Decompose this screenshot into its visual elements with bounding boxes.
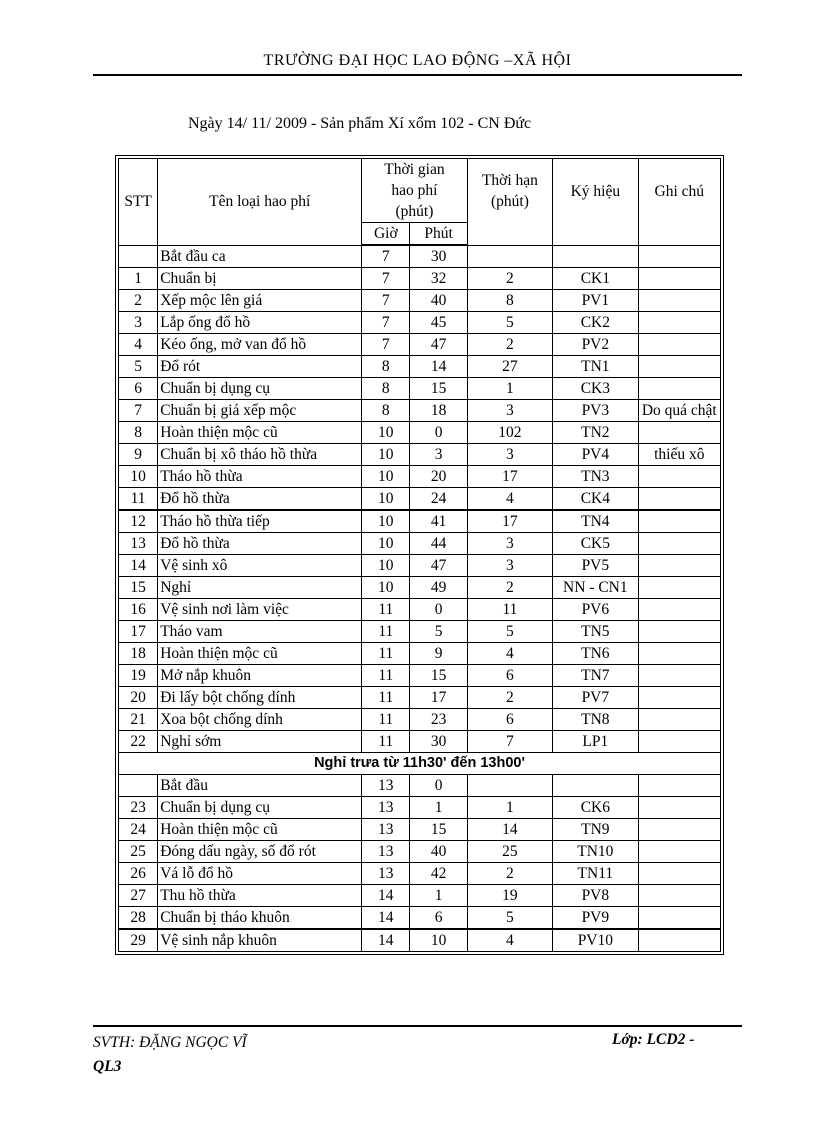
cell-minute: 3 — [410, 444, 467, 466]
cell-code: CK3 — [553, 378, 638, 400]
cell-name: Đóng dấu ngày, số đổ rót — [158, 841, 362, 863]
table-row — [119, 599, 721, 621]
cell-code: PV10 — [553, 929, 638, 952]
cell-duration: 27 — [467, 356, 552, 378]
cell-note — [638, 245, 720, 268]
page-header-title: TRƯỜNG ĐẠI HỌC LAO ĐỘNG –XÃ HỘI — [263, 52, 572, 69]
cell-name: Bắt đầu ca — [158, 245, 362, 268]
cell-name: Lắp ống đổ hồ — [158, 312, 362, 334]
footer-student-class-code: QL3 — [93, 1058, 122, 1075]
cell-hour: 10 — [362, 510, 410, 533]
cell-minute: 18 — [410, 400, 467, 422]
cell-hour: 10 — [362, 466, 410, 488]
cell-name: Xoa bột chống dính — [158, 709, 362, 731]
cell-duration: 17 — [467, 466, 552, 488]
cell-hour: 11 — [362, 687, 410, 709]
cell-code: PV7 — [553, 687, 638, 709]
table-row — [119, 555, 721, 577]
table-row — [119, 665, 721, 687]
cell-hour: 13 — [362, 819, 410, 841]
time-study-table-frame — [115, 155, 724, 955]
cell-minute: 1 — [410, 797, 467, 819]
cell-hour: 10 — [362, 533, 410, 555]
cell-minute: 47 — [410, 334, 467, 356]
cell-minute: 10 — [410, 929, 467, 952]
cell-hour: 10 — [362, 555, 410, 577]
cell-minute: 5 — [410, 621, 467, 643]
cell-stt: 15 — [119, 577, 158, 599]
cell-note — [638, 643, 720, 665]
cell-code: TN10 — [553, 841, 638, 863]
cell-code: CK4 — [553, 488, 638, 511]
cell-code: TN3 — [553, 466, 638, 488]
cell-hour: 10 — [362, 422, 410, 444]
cell-hour: 11 — [362, 731, 410, 753]
lunch-break-row — [119, 753, 721, 775]
cell-minute: 40 — [410, 841, 467, 863]
cell-minute: 15 — [410, 378, 467, 400]
cell-name: Vệ sinh nắp khuôn — [158, 929, 362, 952]
cell-hour: 8 — [362, 356, 410, 378]
cell-note — [638, 555, 720, 577]
cell-duration: 102 — [467, 422, 552, 444]
cell-stt: 9 — [119, 444, 158, 466]
cell-note — [638, 687, 720, 709]
cell-name: Chuẩn bị dụng cụ — [158, 378, 362, 400]
header-time-line3: (phút) — [395, 203, 434, 220]
table-row — [119, 643, 721, 665]
cell-hour: 11 — [362, 643, 410, 665]
header-minute: Phút — [410, 223, 467, 246]
cell-code: TN4 — [553, 510, 638, 533]
cell-note — [638, 885, 720, 907]
cell-duration: 25 — [467, 841, 552, 863]
cell-code: TN11 — [553, 863, 638, 885]
cell-hour: 14 — [362, 907, 410, 930]
table-row — [119, 378, 721, 400]
cell-hour: 7 — [362, 334, 410, 356]
cell-duration: 2 — [467, 863, 552, 885]
cell-minute: 0 — [410, 775, 467, 797]
cell-minute: 42 — [410, 863, 467, 885]
cell-duration: 2 — [467, 268, 552, 290]
cell-note — [638, 731, 720, 753]
cell-stt: 22 — [119, 731, 158, 753]
cell-hour: 7 — [362, 245, 410, 268]
cell-stt: 8 — [119, 422, 158, 444]
cell-duration: 3 — [467, 400, 552, 422]
cell-note — [638, 929, 720, 952]
cell-code: CK2 — [553, 312, 638, 334]
cell-minute: 0 — [410, 422, 467, 444]
cell-duration: 6 — [467, 665, 552, 687]
cell-hour: 11 — [362, 665, 410, 687]
table-row — [119, 356, 721, 378]
cell-code: NN - CN1 — [553, 577, 638, 599]
cell-name: Tháo hồ thừa tiếp — [158, 510, 362, 533]
cell-hour: 13 — [362, 775, 410, 797]
cell-code: PV1 — [553, 290, 638, 312]
cell-stt: 12 — [119, 510, 158, 533]
cell-name: Bắt đầu — [158, 775, 362, 797]
header-time-line1: Thời gian — [384, 161, 445, 178]
cell-note — [638, 488, 720, 511]
cell-stt: 7 — [119, 400, 158, 422]
cell-code: LP1 — [553, 731, 638, 753]
cell-note — [638, 422, 720, 444]
cell-hour: 13 — [362, 841, 410, 863]
table-row — [119, 731, 721, 753]
cell-stt: 19 — [119, 665, 158, 687]
cell-name: Chuẩn bị — [158, 268, 362, 290]
cell-minute: 32 — [410, 268, 467, 290]
cell-stt: 16 — [119, 599, 158, 621]
table-row — [119, 841, 721, 863]
cell-note — [638, 775, 720, 797]
cell-stt: 5 — [119, 356, 158, 378]
cell-duration: 17 — [467, 510, 552, 533]
cell-name: Chuẩn bị tháo khuôn — [158, 907, 362, 930]
cell-hour: 7 — [362, 290, 410, 312]
cell-code: CK6 — [553, 797, 638, 819]
cell-name: Tháo vam — [158, 621, 362, 643]
cell-name: Mở nắp khuôn — [158, 665, 362, 687]
header-note-label: Ghi chú — [654, 182, 705, 200]
cell-note — [638, 819, 720, 841]
header-time-line2: hao phí — [391, 182, 438, 199]
cell-hour: 8 — [362, 378, 410, 400]
cell-stt: 24 — [119, 819, 158, 841]
cell-stt: 20 — [119, 687, 158, 709]
cell-name: Đổ hồ thừa — [158, 488, 362, 511]
cell-note — [638, 510, 720, 533]
cell-duration: 1 — [467, 797, 552, 819]
cell-code: TN9 — [553, 819, 638, 841]
header-time — [362, 159, 468, 223]
header-code-label: Ký hiệu — [570, 182, 621, 200]
cell-note — [638, 356, 720, 378]
table-row — [119, 510, 721, 533]
cell-stt: 2 — [119, 290, 158, 312]
cell-duration: 3 — [467, 533, 552, 555]
table-row — [119, 488, 721, 511]
cell-code: TN8 — [553, 709, 638, 731]
cell-code: TN5 — [553, 621, 638, 643]
table-row — [119, 334, 721, 356]
cell-stt: 13 — [119, 533, 158, 555]
table-row — [119, 885, 721, 907]
cell-name: Hoàn thiện mộc cũ — [158, 819, 362, 841]
cell-minute: 17 — [410, 687, 467, 709]
cell-duration: 14 — [467, 819, 552, 841]
cell-note — [638, 709, 720, 731]
cell-hour: 14 — [362, 929, 410, 952]
cell-stt: 21 — [119, 709, 158, 731]
cell-name: Đi lấy bột chống dính — [158, 687, 362, 709]
footer-student-name: SVTH: ĐẶNG NGỌC VĨ — [93, 1034, 247, 1051]
table-row — [119, 929, 721, 952]
cell-note — [638, 334, 720, 356]
cell-note — [638, 621, 720, 643]
cell-stt: 1 — [119, 268, 158, 290]
cell-hour: 8 — [362, 400, 410, 422]
cell-minute: 24 — [410, 488, 467, 511]
cell-duration: 6 — [467, 709, 552, 731]
cell-minute: 47 — [410, 555, 467, 577]
cell-note — [638, 533, 720, 555]
table-row — [119, 290, 721, 312]
cell-minute: 6 — [410, 907, 467, 930]
cell-code: TN6 — [553, 643, 638, 665]
table-row — [119, 268, 721, 290]
footer-class — [612, 1031, 694, 1049]
cell-note — [638, 466, 720, 488]
table-row — [119, 709, 721, 731]
cell-duration: 2 — [467, 687, 552, 709]
cell-duration: 2 — [467, 577, 552, 599]
cell-note — [638, 290, 720, 312]
cell-name: Xếp mộc lên giá — [158, 290, 362, 312]
cell-name: Đổ hồ thừa — [158, 533, 362, 555]
cell-name: Chuẩn bị giá xếp mộc — [158, 400, 362, 422]
cell-code: TN2 — [553, 422, 638, 444]
cell-stt: 6 — [119, 378, 158, 400]
cell-stt: 23 — [119, 797, 158, 819]
table-row — [119, 907, 721, 930]
cell-stt: 18 — [119, 643, 158, 665]
table-row — [119, 466, 721, 488]
cell-note — [638, 577, 720, 599]
cell-minute: 41 — [410, 510, 467, 533]
cell-code — [553, 775, 638, 797]
footer-class-value: LCD2 - — [646, 1031, 695, 1048]
cell-name: Nghỉ sớm — [158, 731, 362, 753]
header-duration — [467, 159, 552, 246]
cell-stt — [119, 775, 158, 797]
cell-code: PV5 — [553, 555, 638, 577]
cell-duration: 5 — [467, 907, 552, 930]
table-row — [119, 577, 721, 599]
cell-minute: 49 — [410, 577, 467, 599]
cell-code: PV9 — [553, 907, 638, 930]
cell-name: Vệ sinh xô — [158, 555, 362, 577]
cell-code: PV4 — [553, 444, 638, 466]
cell-duration: 4 — [467, 488, 552, 511]
header-stt: STT — [119, 159, 158, 246]
table-row — [119, 621, 721, 643]
cell-hour: 10 — [362, 444, 410, 466]
cell-duration: 1 — [467, 378, 552, 400]
cell-code: CK5 — [553, 533, 638, 555]
cell-hour: 14 — [362, 885, 410, 907]
cell-hour: 7 — [362, 268, 410, 290]
cell-note — [638, 268, 720, 290]
footer-divider — [93, 1025, 742, 1027]
cell-note — [638, 599, 720, 621]
cell-duration: 3 — [467, 555, 552, 577]
cell-minute: 20 — [410, 466, 467, 488]
table-row — [119, 797, 721, 819]
table-row — [119, 444, 721, 466]
cell-stt: 17 — [119, 621, 158, 643]
cell-note — [638, 907, 720, 930]
cell-minute: 15 — [410, 665, 467, 687]
cell-minute: 0 — [410, 599, 467, 621]
cell-hour: 11 — [362, 621, 410, 643]
cell-name: Tháo hồ thừa — [158, 466, 362, 488]
cell-duration: 11 — [467, 599, 552, 621]
cell-name: Hoàn thiện mộc cũ — [158, 422, 362, 444]
cell-duration: 3 — [467, 444, 552, 466]
table-row — [119, 533, 721, 555]
cell-duration: 8 — [467, 290, 552, 312]
cell-duration: 19 — [467, 885, 552, 907]
cell-hour: 10 — [362, 488, 410, 511]
cell-note — [638, 797, 720, 819]
cell-note: thiếu xô — [638, 444, 720, 466]
header-divider — [93, 74, 742, 76]
cell-note — [638, 841, 720, 863]
cell-duration: 7 — [467, 731, 552, 753]
cell-name: Thu hồ thừa — [158, 885, 362, 907]
cell-stt: 29 — [119, 929, 158, 952]
cell-duration: 4 — [467, 929, 552, 952]
cell-hour: 7 — [362, 312, 410, 334]
cell-duration: 4 — [467, 643, 552, 665]
cell-note — [638, 312, 720, 334]
table-row — [119, 312, 721, 334]
header-duration-line1: Thời hạn — [481, 172, 538, 190]
cell-stt: 26 — [119, 863, 158, 885]
cell-code: PV3 — [553, 400, 638, 422]
cell-code: TN7 — [553, 665, 638, 687]
cell-hour: 10 — [362, 577, 410, 599]
cell-stt: 11 — [119, 488, 158, 511]
cell-duration — [467, 775, 552, 797]
cell-stt: 27 — [119, 885, 158, 907]
table-row — [119, 422, 721, 444]
cell-stt — [119, 245, 158, 268]
cell-note — [638, 378, 720, 400]
cell-duration: 5 — [467, 621, 552, 643]
cell-code: PV8 — [553, 885, 638, 907]
cell-name: Hoàn thiện mộc cũ — [158, 643, 362, 665]
cell-stt: 14 — [119, 555, 158, 577]
cell-code: TN1 — [553, 356, 638, 378]
cell-minute: 30 — [410, 245, 467, 268]
table-row — [119, 863, 721, 885]
cell-stt: 10 — [119, 466, 158, 488]
document-subtitle: Ngày 14/ 11/ 2009 - Sản phẩm Xí xổm 102 - CN Đức — [188, 115, 532, 132]
cell-minute: 1 — [410, 885, 467, 907]
table-row — [119, 400, 721, 422]
cell-minute: 15 — [410, 819, 467, 841]
cell-stt: 3 — [119, 312, 158, 334]
cell-hour: 11 — [362, 709, 410, 731]
cell-stt: 25 — [119, 841, 158, 863]
cell-minute: 30 — [410, 731, 467, 753]
cell-name: Chuẩn bị dụng cụ — [158, 797, 362, 819]
table-row — [119, 819, 721, 841]
cell-name: Đổ rót — [158, 356, 362, 378]
cell-code: CK1 — [553, 268, 638, 290]
cell-hour: 13 — [362, 863, 410, 885]
cell-duration: 2 — [467, 334, 552, 356]
header-note — [638, 159, 720, 246]
cell-name: Kéo ống, mở van đổ hồ — [158, 334, 362, 356]
cell-name: Vệ sinh nơi làm việc — [158, 599, 362, 621]
cell-code — [553, 245, 638, 268]
header-name: Tên loại hao phí — [158, 159, 362, 246]
cell-minute: 40 — [410, 290, 467, 312]
table-header-row — [119, 159, 721, 223]
cell-note — [638, 665, 720, 687]
cell-name: Nghỉ — [158, 577, 362, 599]
footer-student — [93, 1031, 247, 1079]
cell-note — [638, 863, 720, 885]
header-duration-line2: (phút) — [490, 193, 529, 211]
cell-duration: 5 — [467, 312, 552, 334]
cell-minute: 14 — [410, 356, 467, 378]
cell-code: PV2 — [553, 334, 638, 356]
cell-duration — [467, 245, 552, 268]
table-row — [119, 245, 721, 268]
footer-class-label: Lớp: — [612, 1031, 643, 1048]
cell-hour: 11 — [362, 599, 410, 621]
lunch-break-label: Nghỉ trưa từ 11h30' đến 13h00' — [119, 753, 721, 775]
cell-stt: 28 — [119, 907, 158, 930]
cell-minute: 45 — [410, 312, 467, 334]
cell-minute: 44 — [410, 533, 467, 555]
table-row — [119, 775, 721, 797]
cell-code: PV6 — [553, 599, 638, 621]
cell-note: Do quá chật — [638, 400, 720, 422]
header-hour: Giờ — [362, 223, 410, 246]
cell-name: Chuẩn bị xô tháo hồ thừa — [158, 444, 362, 466]
cell-hour: 13 — [362, 797, 410, 819]
table-row — [119, 687, 721, 709]
cell-name: Vá lỗ đổ hồ — [158, 863, 362, 885]
time-study-table — [118, 158, 721, 952]
cell-minute: 23 — [410, 709, 467, 731]
header-code — [553, 159, 638, 246]
cell-stt: 4 — [119, 334, 158, 356]
cell-minute: 9 — [410, 643, 467, 665]
